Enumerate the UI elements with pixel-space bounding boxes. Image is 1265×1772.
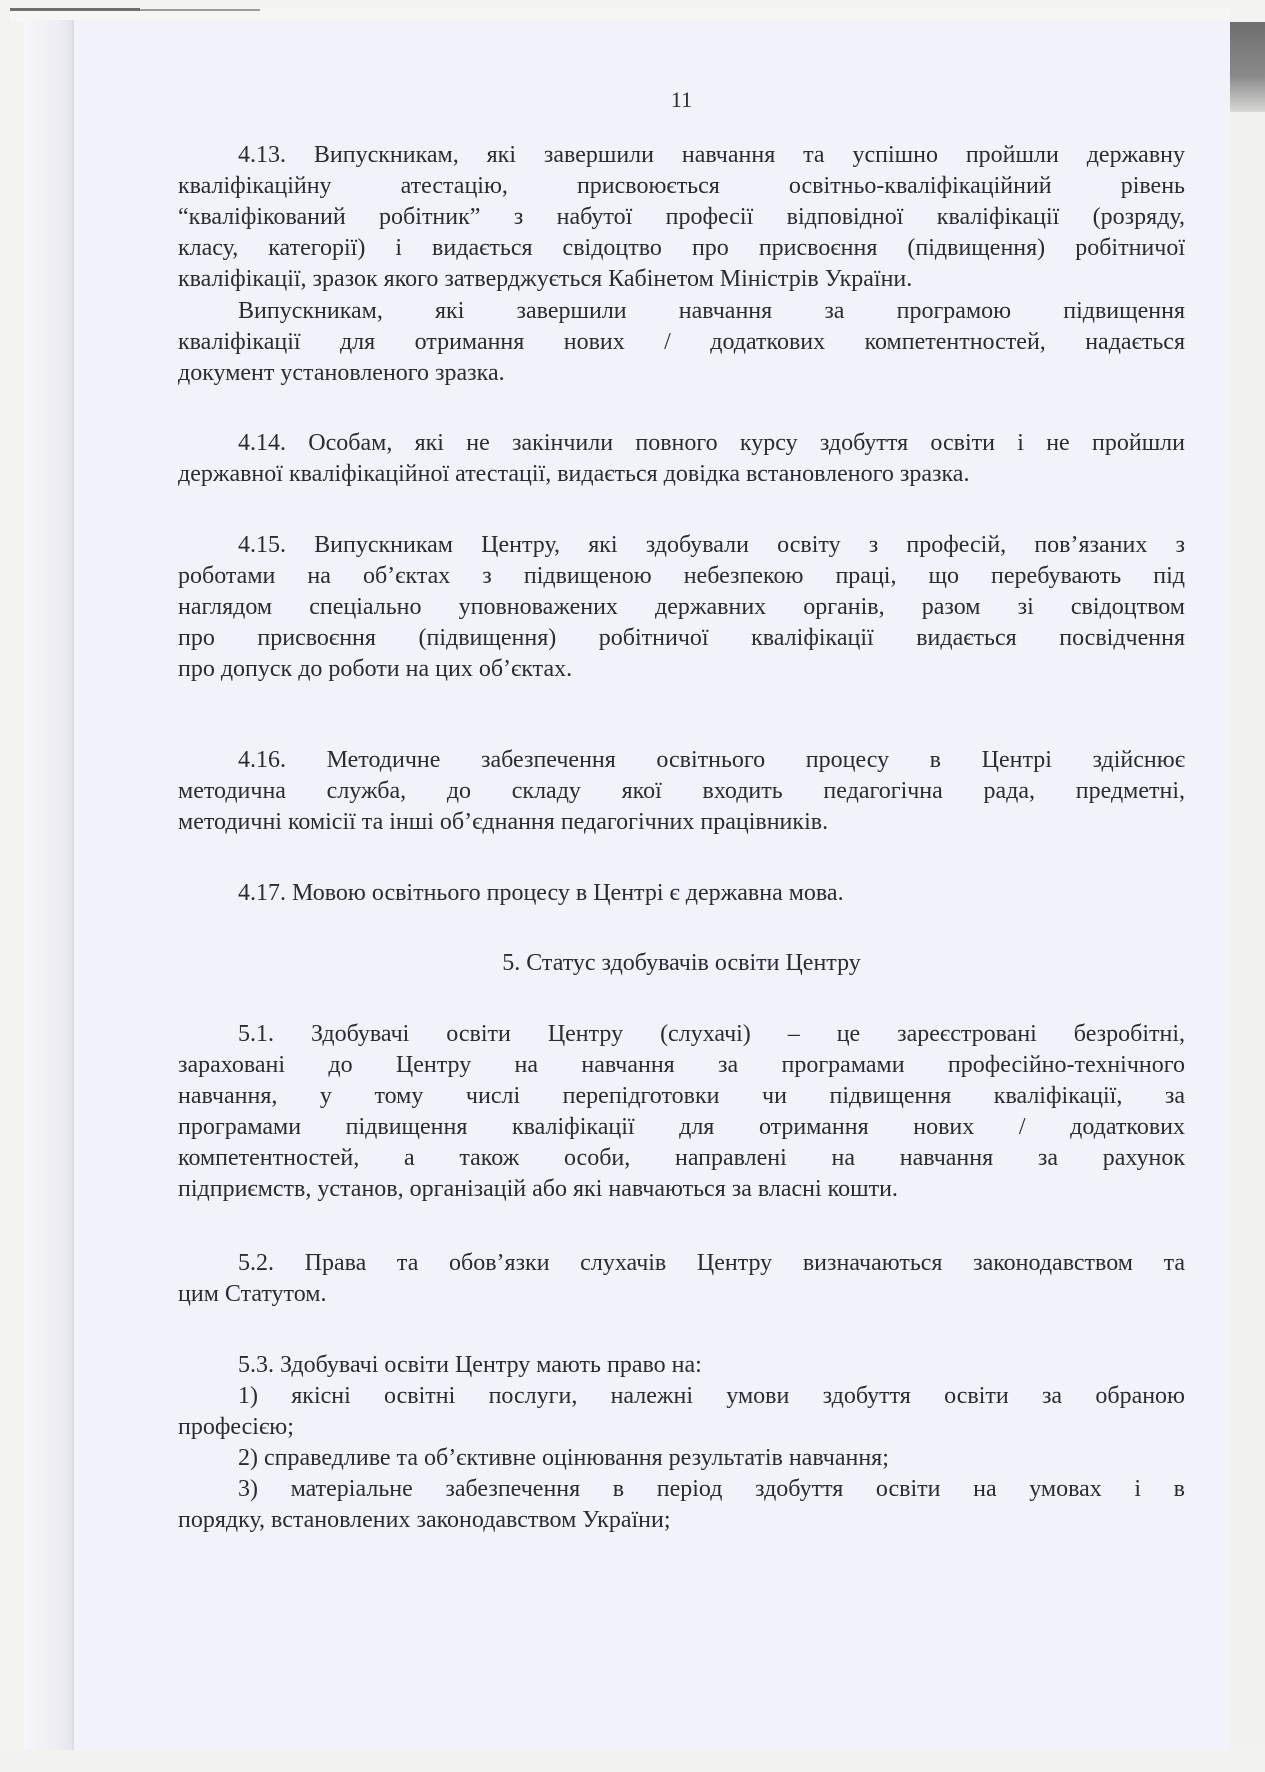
section-heading: 5. Статус здобувачів освіти Центру: [502, 950, 861, 976]
text-line: 4.15. Випускникам Центру, які здобували освіту з професій, пов’язаних з: [238, 532, 1185, 558]
text-line: 3) матеріальне забезпечення в період здобуття освіти на умовах і в: [238, 1476, 1185, 1502]
text-line: 4.13. Випускникам, які завершили навчання та успішно пройшли державну: [238, 142, 1185, 168]
text-line: 5.3. Здобувачі освіти Центру мають право на:: [238, 1352, 702, 1378]
text-line: про присвоєння (підвищення) робітничої кваліфікації видається посвідчення: [178, 625, 1185, 651]
page-binding-line: [72, 20, 74, 1750]
text-line: документ установленого зразка.: [178, 360, 505, 386]
text-line: професією;: [178, 1414, 294, 1440]
scan-right-shadow: [1230, 22, 1265, 112]
text-line: кваліфікаційну атестацію, присвоюється освітньо-кваліфікаційний рівень: [178, 173, 1185, 199]
page-number: 11: [670, 87, 693, 112]
text-line: 4.16. Методичне забезпечення освітнього процесу в Центрі здійснює: [238, 747, 1185, 773]
text-line: “кваліфікований робітник” з набутої професії відповідної кваліфікації (розряду,: [178, 204, 1185, 230]
scan-edge-mark: [140, 9, 260, 11]
text-line: наглядом спеціально уповноважених державних органів, разом зі свідоцтвом: [178, 594, 1185, 620]
text-line: класу, категорії) і видається свідоцтво про присвоєння (підвищення) робітничої: [178, 235, 1185, 261]
scan-bottom-edge: [0, 1750, 1265, 1772]
text-line: 5.1. Здобувачі освіти Центру (слухачі) – це зареєстровані безробітні,: [238, 1021, 1185, 1047]
text-line: порядку, встановлених законодавством України;: [178, 1507, 671, 1533]
text-line: Випускникам, які завершили навчання за програмою підвищення: [238, 298, 1185, 324]
text-line: методичні комісії та інші об’єднання педагогічних працівників.: [178, 809, 829, 835]
text-line: 1) якісні освітні послуги, належні умови здобуття освіти за обраною: [238, 1383, 1185, 1409]
text-line: цим Статутом.: [178, 1281, 327, 1307]
text-line: компетентностей, а також особи, направлені на навчання за рахунок: [178, 1145, 1185, 1171]
text-line: роботами на об’єктах з підвищеною небезпекою праці, що перебувають під: [178, 563, 1185, 589]
text-line: програмами підвищення кваліфікації для отримання нових / додаткових: [178, 1114, 1185, 1140]
text-line: кваліфікації, зразок якого затверджується Кабінетом Міністрів України.: [178, 266, 913, 292]
text-line: зараховані до Центру на навчання за програмами професійно-технічного: [178, 1052, 1185, 1078]
scan-right-margin: [1230, 112, 1265, 1772]
text-line: 5.2. Права та обов’язки слухачів Центру визначаються законодавством та: [238, 1250, 1185, 1276]
text-line: кваліфікації для отримання нових / додаткових компетентностей, надається: [178, 329, 1185, 355]
page-binding-margin: [24, 20, 72, 1750]
text-line: 2) справедливе та об’єктивне оцінювання результатів навчання;: [238, 1445, 889, 1471]
text-line: методична служба, до складу якої входить педагогічна рада, предметні,: [178, 778, 1185, 804]
text-line: 4.17. Мовою освітнього процесу в Центрі є державна мова.: [238, 880, 844, 906]
text-line: про допуск до роботи на цих об’єктах.: [178, 656, 573, 682]
scan-edge-mark: [10, 8, 140, 11]
text-line: 4.14. Особам, які не закінчили повного курсу здобуття освіти і не пройшли: [238, 430, 1185, 456]
text-line: державної кваліфікаційної атестації, видається довідка встановленого зразка.: [178, 461, 970, 487]
text-line: навчання, у тому числі перепідготовки чи підвищення кваліфікації, за: [178, 1083, 1185, 1109]
text-line: підприємств, установ, організацій або які навчаються за власні кошти.: [178, 1176, 898, 1202]
